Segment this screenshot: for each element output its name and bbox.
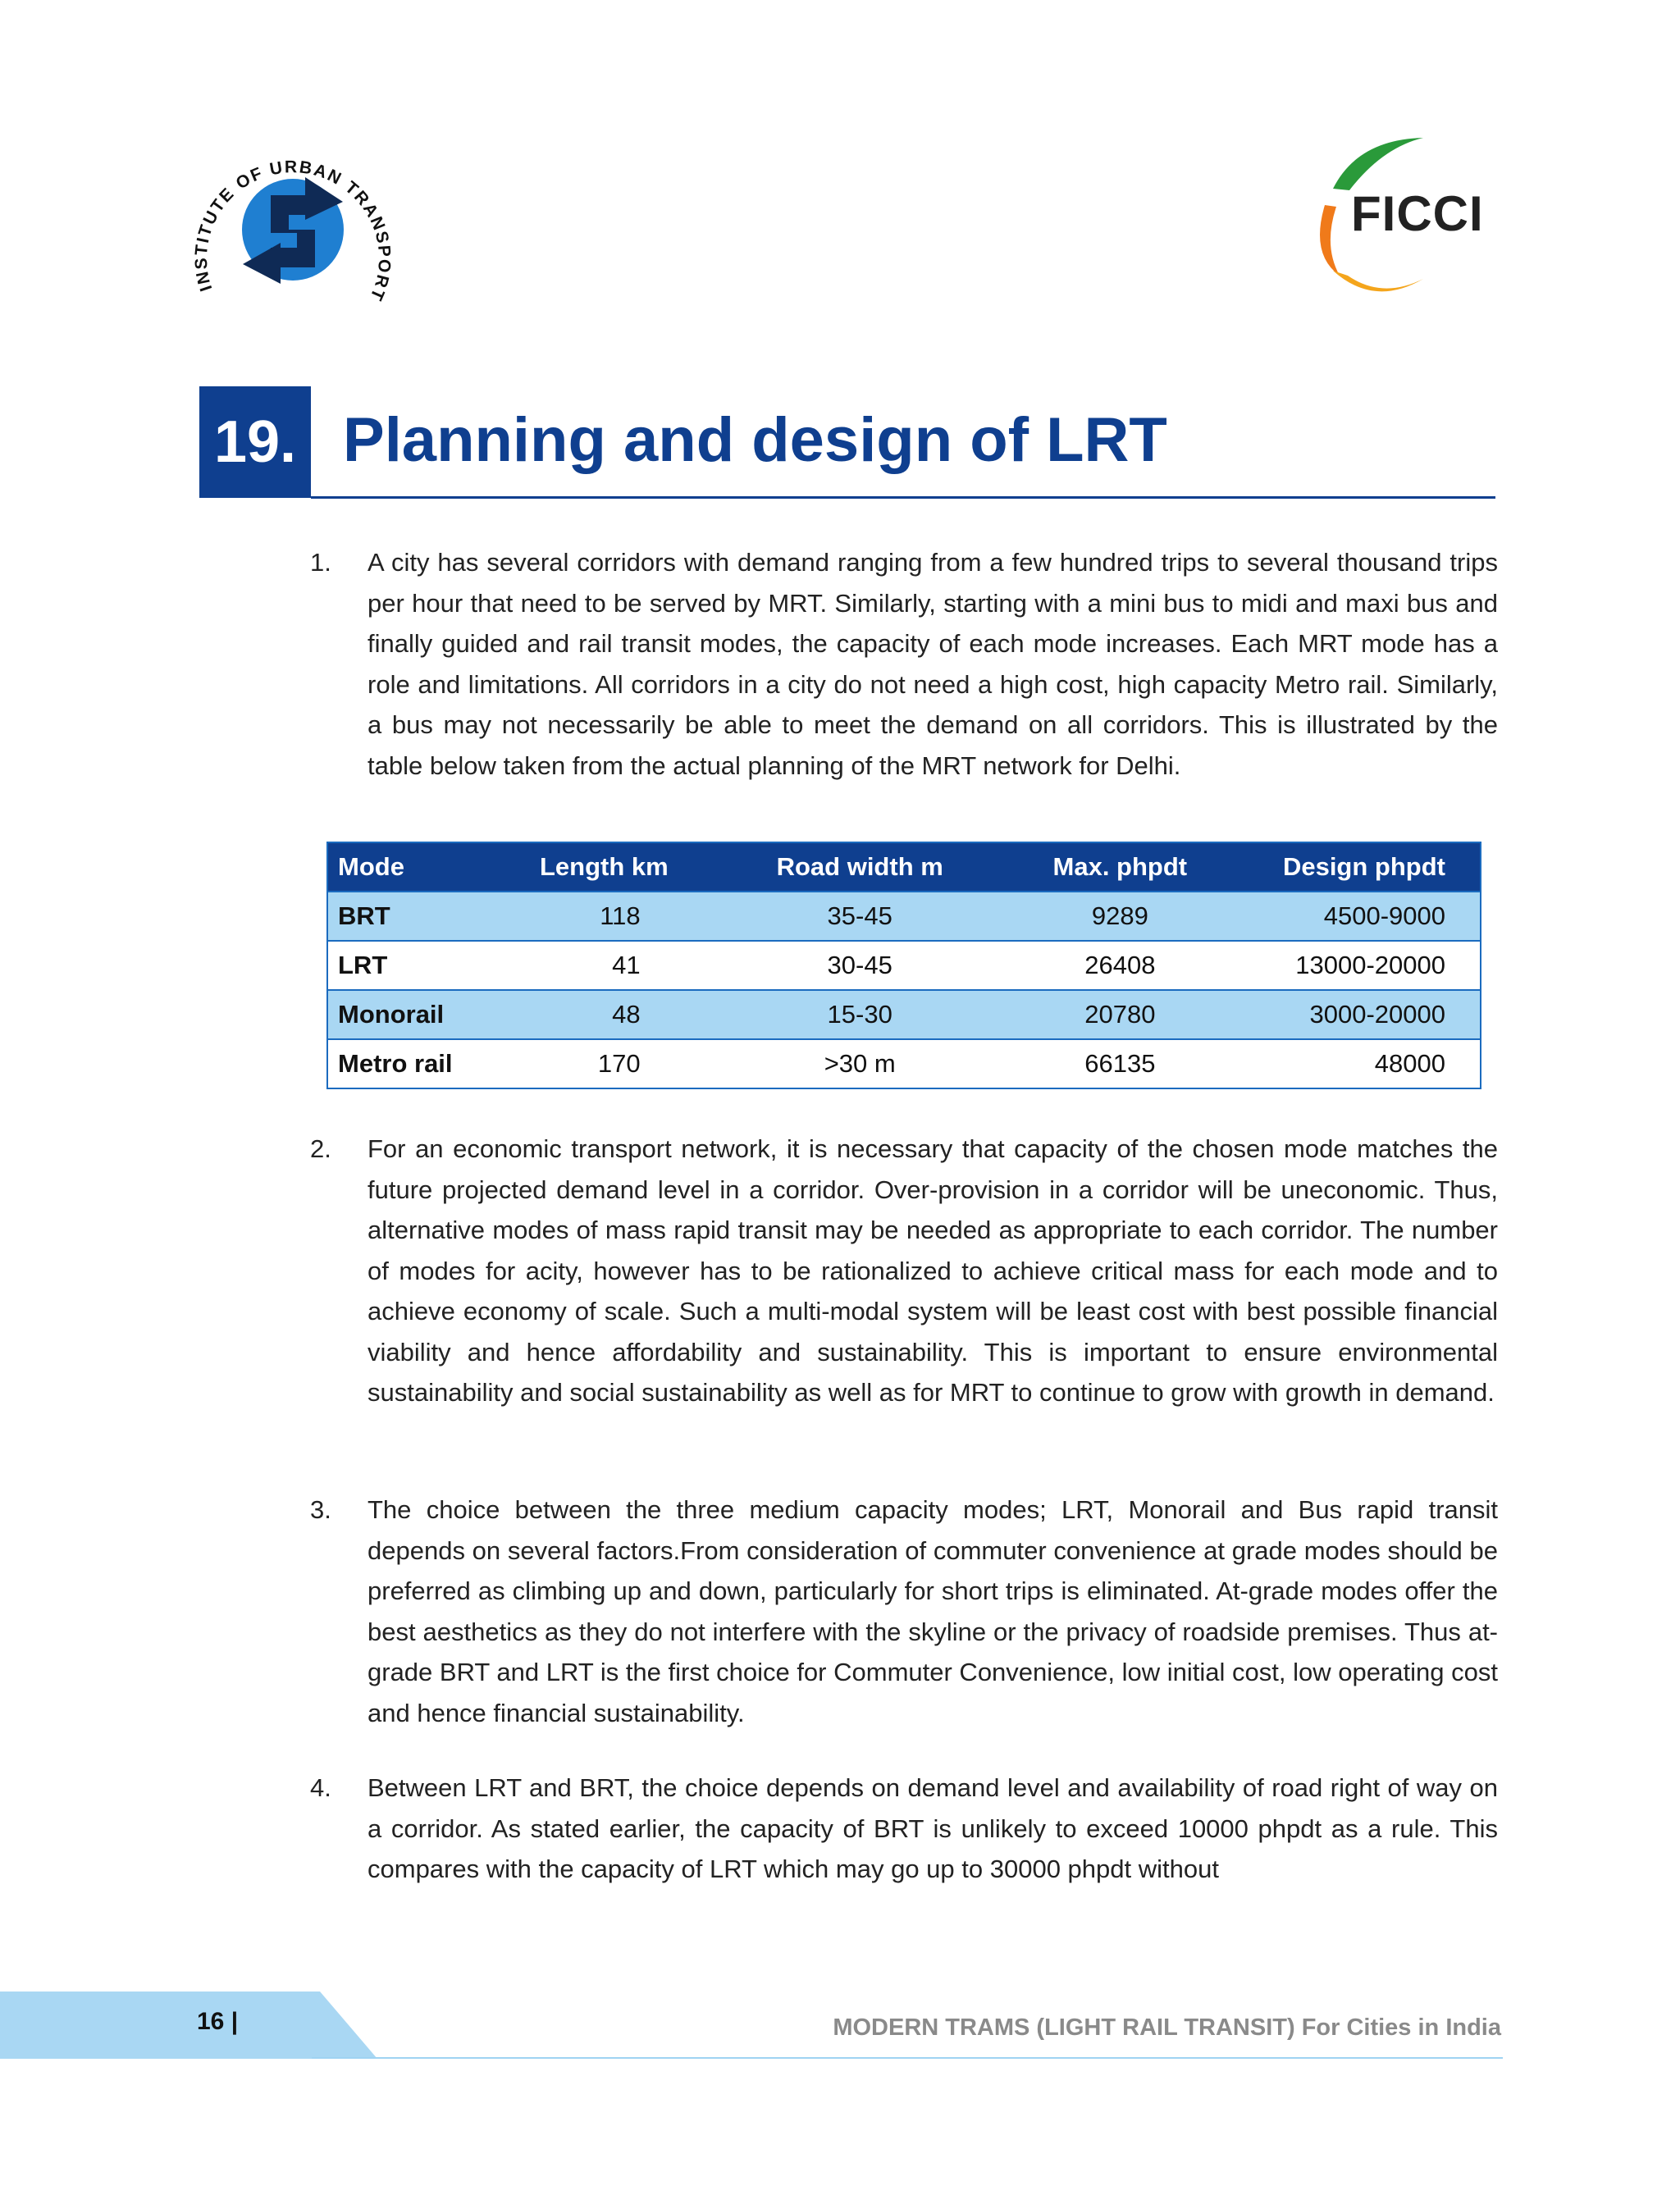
paragraph-number: 3. [310,1495,331,1524]
paragraph-1 [310,542,1498,786]
mrt-mode-table [326,842,1481,1089]
ficci-logo [1300,131,1513,312]
table-cell: 170 [502,1039,706,1088]
section-number: 19. [199,386,311,498]
paragraph-3 [310,1490,1498,1733]
table-row [327,990,1481,1039]
col-header-length: Length km [502,842,706,892]
table-row [327,941,1481,990]
table-cell: >30 m [706,1039,1014,1088]
section-heading [199,386,1495,501]
table-cell: 15-30 [706,990,1014,1039]
table-cell: 30-45 [706,941,1014,990]
table-cell: 35-45 [706,892,1014,941]
table-cell: 4500-9000 [1226,892,1481,941]
table-cell: 3000-20000 [1226,990,1481,1039]
footer-band [0,1992,377,2059]
table-cell: 20780 [1014,990,1226,1039]
section-title: Planning and design of LRT [343,405,1167,475]
table-cell: 9289 [1014,892,1226,941]
table-cell: 48 [502,990,706,1039]
col-header-design-phpdt: Design phpdt [1226,842,1481,892]
table-cell: Monorail [327,990,502,1039]
paragraph-number: 4. [310,1773,331,1802]
col-header-mode: Mode [327,842,502,892]
table-cell: 41 [502,941,706,990]
table-cell: 118 [502,892,706,941]
ficci-wordmark: FICCI [1351,186,1484,241]
table-row [327,1039,1481,1088]
paragraph-2 [310,1129,1498,1413]
page-number: 16 | [197,2008,239,2035]
paragraph-text: A city has several corridors with demand ranging from a few hundred trips to several thousand trips per hour that need to be served by MRT. Similarly, starting with a mini bus to midi and maxi bus and finally guided and rail transit modes, the capacity of each mode increases. Each MRT mode has a role and limitations. All corridors in a city do not need a high cost, high capacity Metro rail. Similarly, a bus may not necessarily be able to meet the demand on all corridors. This is illustrated by the table below taken from the actual planning of the MRT network for Delhi. [368,548,1498,780]
table-cell: LRT [327,941,502,990]
table-cell: 48000 [1226,1039,1481,1088]
col-header-road-width: Road width m [706,842,1014,892]
table-cell: BRT [327,892,502,941]
iut-logo [182,123,412,353]
heading-underline [311,496,1495,499]
paragraph-text: For an economic transport network, it is necessary that capacity of the chosen mode matches the future projected demand level in a corridor. Over-provision in a corridor will be uneconomic. Thus, alternative modes of mass rapid transit may be needed as appropriate to each corridor. The number of modes for acity, however has to be rationalized to achieve critical mass for each mode and to achieve economy of scale. Such a multi-modal system will be least cost with best possible financial viability and hence affordability and sustainability. This is important to ensure environmental sustainability and social sustainability as well as for MRT to continue to grow with growth in demand. [368,1134,1498,1407]
paragraph-text: Between LRT and BRT, the choice depends on demand level and availability of road right of way on a corridor. As stated earlier, the capacity of BRT is unlikely to exceed 10000 phpdt as a rule. This compares with the capacity of LRT which may go up to 30000 phpdt without [368,1773,1498,1883]
paragraph-text: The choice between the three medium capacity modes; LRT, Monorail and Bus rapid transit depends on several factors.From consideration of commuter convenience at grade modes should be preferred as climbing up and down, particularly for short trips is eliminated. At-grade modes offer the best aesthetics as they do not interfere with the skyline or the privacy of roadside premises. Thus at-grade BRT and LRT is the first choice for Commuter Convenience, low initial cost, low operating cost and hence financial sustainability. [368,1495,1498,1727]
iut-arrows-logo-icon [182,123,412,353]
iut-ring-text: INSTITUTE OF URBAN TRANSPORT [191,157,395,305]
footer-title: MODERN TRAMS (LIGHT RAIL TRANSIT) For Cities in India [833,2014,1501,2041]
paragraph-number: 1. [310,548,331,577]
col-header-max-phpdt: Max. phpdt [1014,842,1226,892]
table-header-row [327,842,1481,892]
table-row [327,892,1481,941]
table-cell: Metro rail [327,1039,502,1088]
table-cell: 13000-20000 [1226,941,1481,990]
table-cell: 66135 [1014,1039,1226,1088]
paragraph-4 [310,1768,1498,1890]
table-cell: 26408 [1014,941,1226,990]
footer-rule [312,2057,1503,2059]
paragraph-number: 2. [310,1134,331,1163]
